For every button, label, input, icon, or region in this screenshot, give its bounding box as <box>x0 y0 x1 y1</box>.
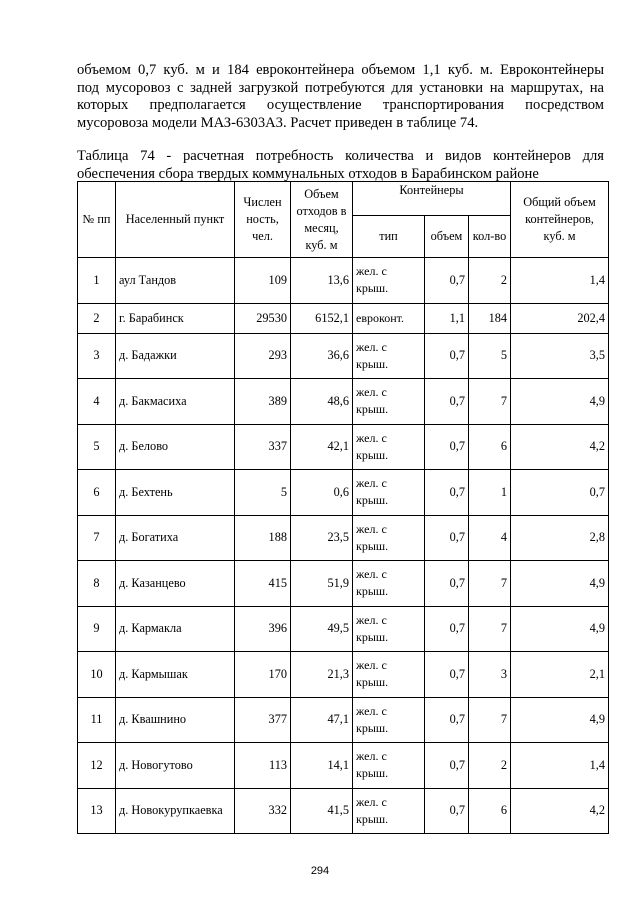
cell-container-type: жел. с крыш. <box>353 606 425 652</box>
cell-settlement: д. Кармышак <box>116 652 235 698</box>
table-row <box>78 424 609 470</box>
cell-settlement: д. Квашнино <box>116 697 235 743</box>
cell-total-volume: 4,9 <box>511 379 609 425</box>
cell-container-volume: 0,7 <box>425 379 469 425</box>
header-population: Числен ность, чел. <box>235 182 291 258</box>
intro-line: мусоровоза модели МАЗ-6303А3. Расчет приведен в таблице 74. <box>77 114 479 131</box>
cell-container-count: 2 <box>469 743 511 789</box>
cell-container-type: жел. с крыш. <box>353 424 425 470</box>
cell-container-volume: 0,7 <box>425 333 469 379</box>
header-settlement: Населенный пункт <box>116 182 235 258</box>
intro-line: под мусоровоз с задней загрузкой потребуются для установки на маршрутах, на <box>77 79 604 96</box>
cell-settlement: д. Новогутово <box>116 743 235 789</box>
intro-line: объемом 0,7 куб. м и 184 евроконтейнера объемом 1,1 куб. м. Евроконтейнеры <box>77 62 604 78</box>
cell-container-volume: 0,7 <box>425 788 469 834</box>
page-number: 294 <box>310 865 330 877</box>
table-row <box>78 697 609 743</box>
cell-container-type: жел. с крыш. <box>353 333 425 379</box>
cell-container-volume: 0,7 <box>425 424 469 470</box>
cell-container-count: 3 <box>469 652 511 698</box>
table-row <box>78 606 609 652</box>
cell-total-volume: 4,9 <box>511 697 609 743</box>
caption-line: Таблица 74 - расчетная потребность количества и видов контейнеров для <box>77 148 604 164</box>
cell-container-count: 7 <box>469 697 511 743</box>
cell-settlement: д. Новокурупкаевка <box>116 788 235 834</box>
cell-container-count: 7 <box>469 561 511 607</box>
cell-total-volume: 4,9 <box>511 606 609 652</box>
cell-container-count: 4 <box>469 515 511 561</box>
table-body <box>78 258 609 834</box>
cell-population: 188 <box>235 515 291 561</box>
cell-waste-volume: 0,6 <box>291 470 353 516</box>
cell-num: 6 <box>78 470 116 516</box>
cell-population: 415 <box>235 561 291 607</box>
cell-container-volume: 0,7 <box>425 258 469 304</box>
cell-container-count: 184 <box>469 303 511 333</box>
cell-num: 4 <box>78 379 116 425</box>
table-row <box>78 333 609 379</box>
table-row <box>78 258 609 304</box>
cell-num: 1 <box>78 258 116 304</box>
cell-population: 396 <box>235 606 291 652</box>
cell-settlement: д. Бадажки <box>116 333 235 379</box>
cell-num: 10 <box>78 652 116 698</box>
cell-container-volume: 0,7 <box>425 697 469 743</box>
cell-settlement: аул Тандов <box>116 258 235 304</box>
cell-total-volume: 2,1 <box>511 652 609 698</box>
cell-num: 2 <box>78 303 116 333</box>
cell-waste-volume: 48,6 <box>291 379 353 425</box>
cell-container-type: жел. с крыш. <box>353 788 425 834</box>
cell-waste-volume: 36,6 <box>291 333 353 379</box>
cell-container-count: 2 <box>469 258 511 304</box>
cell-waste-volume: 49,5 <box>291 606 353 652</box>
table-row <box>78 470 609 516</box>
cell-settlement: д. Казанцево <box>116 561 235 607</box>
table-row <box>78 515 609 561</box>
intro-paragraph <box>77 62 604 132</box>
cell-total-volume: 1,4 <box>511 258 609 304</box>
table-caption <box>77 148 604 183</box>
cell-container-volume: 0,7 <box>425 470 469 516</box>
cell-container-volume: 0,7 <box>425 652 469 698</box>
cell-waste-volume: 23,5 <box>291 515 353 561</box>
cell-population: 337 <box>235 424 291 470</box>
cell-total-volume: 3,5 <box>511 333 609 379</box>
cell-total-volume: 4,2 <box>511 788 609 834</box>
cell-container-volume: 0,7 <box>425 606 469 652</box>
cell-container-volume: 1,1 <box>425 303 469 333</box>
cell-total-volume: 1,4 <box>511 743 609 789</box>
cell-total-volume: 4,2 <box>511 424 609 470</box>
cell-waste-volume: 6152,1 <box>291 303 353 333</box>
cell-container-count: 7 <box>469 379 511 425</box>
cell-container-type: жел. с крыш. <box>353 515 425 561</box>
cell-population: 29530 <box>235 303 291 333</box>
header-total-volume: Общий объем контейнеров, куб. м <box>511 182 609 258</box>
cell-container-count: 1 <box>469 470 511 516</box>
cell-settlement: д. Бакмасиха <box>116 379 235 425</box>
cell-container-count: 5 <box>469 333 511 379</box>
cell-container-type: жел. с крыш. <box>353 561 425 607</box>
cell-settlement: д. Белово <box>116 424 235 470</box>
header-volume: объем <box>425 216 469 258</box>
cell-container-type: жел. с крыш. <box>353 379 425 425</box>
cell-container-count: 6 <box>469 424 511 470</box>
cell-waste-volume: 42,1 <box>291 424 353 470</box>
cell-container-volume: 0,7 <box>425 743 469 789</box>
cell-num: 11 <box>78 697 116 743</box>
header-containers: Контейнеры <box>353 182 511 216</box>
cell-waste-volume: 13,6 <box>291 258 353 304</box>
cell-container-type: жел. с крыш. <box>353 470 425 516</box>
cell-container-type: жел. с крыш. <box>353 652 425 698</box>
intro-line: которых предполагается осуществление транспортирования посредством <box>77 97 604 113</box>
header-count: кол-во <box>469 216 511 258</box>
cell-num: 13 <box>78 788 116 834</box>
header-waste-volume: Объем отходов в месяц, куб. м <box>291 182 353 258</box>
cell-waste-volume: 51,9 <box>291 561 353 607</box>
cell-population: 109 <box>235 258 291 304</box>
cell-settlement: д. Бехтень <box>116 470 235 516</box>
cell-waste-volume: 21,3 <box>291 652 353 698</box>
cell-total-volume: 0,7 <box>511 470 609 516</box>
cell-settlement: д. Кармакла <box>116 606 235 652</box>
cell-num: 12 <box>78 743 116 789</box>
cell-num: 3 <box>78 333 116 379</box>
cell-container-type: жел. с крыш. <box>353 743 425 789</box>
cell-container-type: жел. с крыш. <box>353 258 425 304</box>
cell-num: 8 <box>78 561 116 607</box>
cell-waste-volume: 47,1 <box>291 697 353 743</box>
cell-container-volume: 0,7 <box>425 515 469 561</box>
cell-container-type: жел. с крыш. <box>353 697 425 743</box>
cell-num: 5 <box>78 424 116 470</box>
table-row <box>78 561 609 607</box>
header-type: тип <box>353 216 425 258</box>
cell-num: 9 <box>78 606 116 652</box>
cell-population: 170 <box>235 652 291 698</box>
cell-container-count: 7 <box>469 606 511 652</box>
cell-waste-volume: 41,5 <box>291 788 353 834</box>
cell-waste-volume: 14,1 <box>291 743 353 789</box>
table-row <box>78 379 609 425</box>
cell-container-volume: 0,7 <box>425 561 469 607</box>
containers-table <box>77 181 609 834</box>
cell-settlement: г. Барабинск <box>116 303 235 333</box>
table-row <box>78 652 609 698</box>
cell-population: 293 <box>235 333 291 379</box>
cell-num: 7 <box>78 515 116 561</box>
cell-total-volume: 2,8 <box>511 515 609 561</box>
cell-settlement: д. Богатиха <box>116 515 235 561</box>
table-row <box>78 303 609 333</box>
table-row <box>78 788 609 834</box>
cell-total-volume: 202,4 <box>511 303 609 333</box>
header-num: № пп <box>78 182 116 258</box>
cell-container-count: 6 <box>469 788 511 834</box>
caption-line: обеспечения сбора твердых коммунальных отходов в Барабинском районе <box>77 165 539 182</box>
cell-population: 377 <box>235 697 291 743</box>
cell-population: 5 <box>235 470 291 516</box>
cell-population: 389 <box>235 379 291 425</box>
cell-container-type: евроконт. <box>353 303 425 333</box>
table-row <box>78 743 609 789</box>
cell-population: 113 <box>235 743 291 789</box>
cell-population: 332 <box>235 788 291 834</box>
cell-total-volume: 4,9 <box>511 561 609 607</box>
